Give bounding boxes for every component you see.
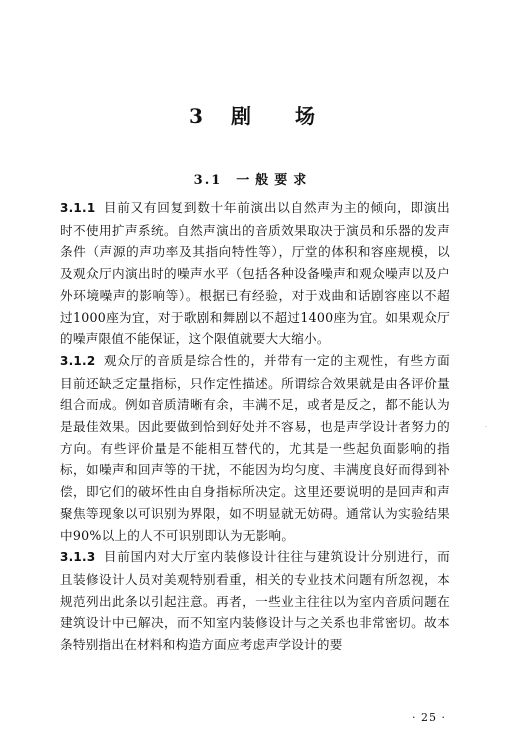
clause-text: 目前又有回复到数十年前演出以自然声为主的倾向，即演出时不使用扩声系统。自然声演出的音质效果取决于演员和乐器的发声条件（声源的声功率及其指向特性等），厅堂的体积和容座规模，以及观众厅内演出时的噪声水平（包括各种设备噪声和观众噪声以及户外环境噪声的影响等）。根据已有经验，对于戏曲和话剧容座以不超过1000座为宜，对于歌剧和舞剧以不超过1400座为宜。如果观众厅的噪声限值不能保证，这个限值就要大大缩小。 [60, 200, 450, 347]
margin-mark: · [485, 424, 487, 431]
clause-3-1-2 [60, 350, 450, 546]
chapter-title [0, 100, 506, 129]
chapter-number: 3 [189, 104, 205, 128]
clause-text: 观众厅的音质是综合性的，并带有一定的主观性，有些方面目前还缺乏定量指标，只作定性描述。所谓综合效果就是由各评价量组合而成。例如音质清晰有余，丰满不足，或者是反之，都不能认为是最佳效果。因此要做到恰到好处并不容易，也是声学设计者努力的方向。有些评价量是不能相互替代的，尤其是一些起负面影响的指标，如噪声和回声等的干扰，不能因为均匀度、丰满度良好而得到补偿，即它们的破坏性由自身指标所决定。这里还要说明的是回声和声聚焦等现象以可识别为界限，如不明显就无妨碍。通常认为实验结果中90%以上的人不可识别即认为无影响。 [60, 352, 450, 543]
page-number: · 25 · [412, 711, 446, 724]
clause-number: 3.1.1 [60, 201, 96, 215]
clause-3-1-3 [60, 546, 450, 656]
body-text [60, 197, 450, 656]
section-title [0, 169, 506, 188]
clause-number: 3.1.3 [60, 550, 96, 565]
chapter-title-part-1: 剧 [230, 104, 253, 128]
chapter-title-part-2: 场 [294, 104, 317, 128]
section-title-text: 一般要求 [236, 173, 313, 188]
section-number: 3.1 [193, 173, 223, 188]
clause-number: 3.1.2 [60, 353, 96, 368]
clause-text: 目前国内对大厅室内装修设计往往与建筑设计分别进行，而且装修设计人员对美观特别看重，相关的专业技术问题有所忽视，本规范列出此条以引起注意。再者，一些业主往往以为室内音质问题在建筑设计中已解决，而不知室内装修设计与之关系也非常密切。故本条特别指出在材料和构造方面应考虑声学设计的要 [60, 549, 450, 653]
clause-3-1-1 [60, 197, 450, 350]
